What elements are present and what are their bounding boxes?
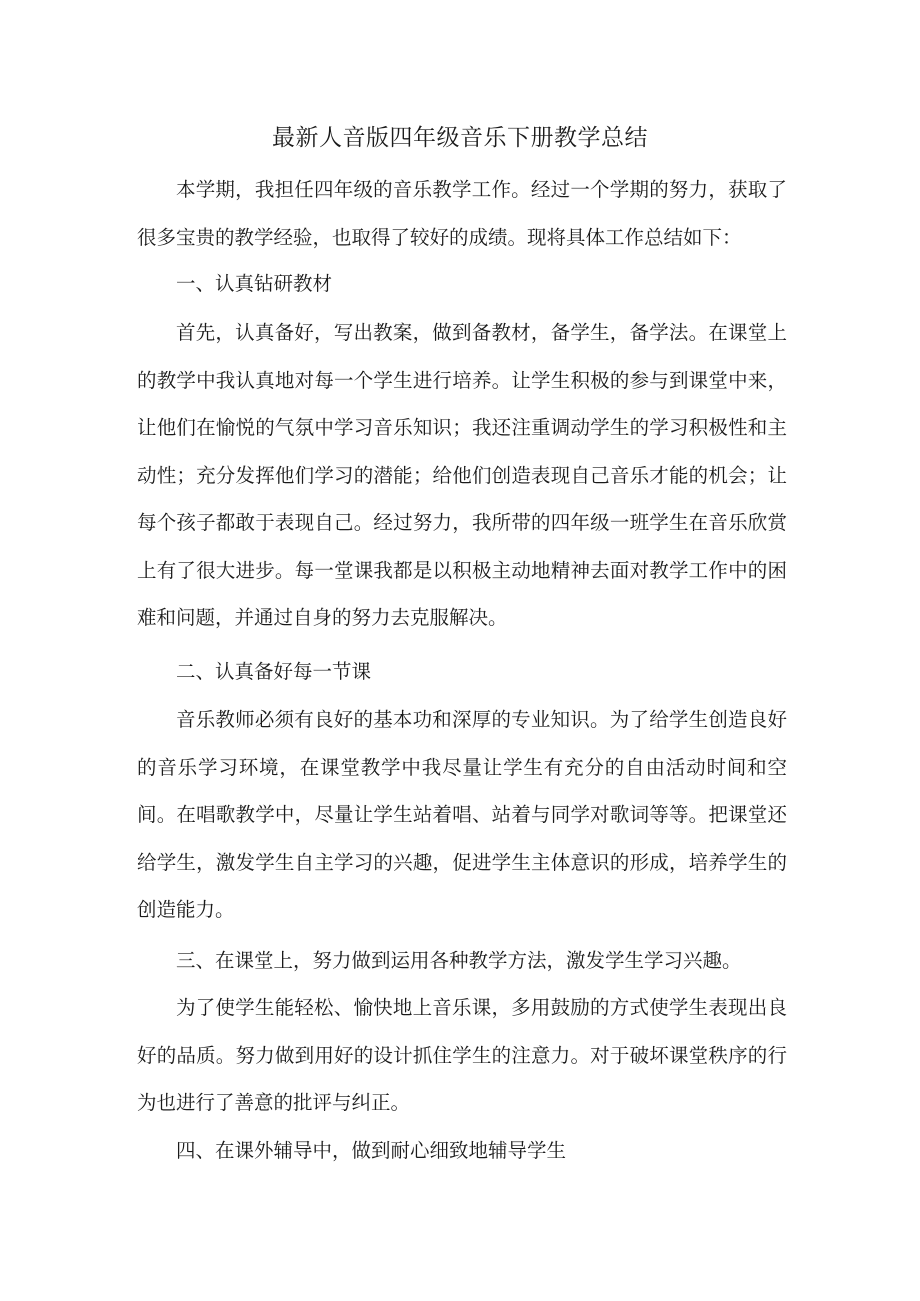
section-heading-2: 二、认真备好每一节课 [176,660,372,683]
document-title: 最新人音版四年级音乐下册教学总结 [272,125,648,151]
intro-paragraph: 本学期，我担任四年级的音乐教学工作。经过一个学期的努力，获取了很多宝贵的教学经验，也取得了较好的成绩。现将具体工作总结如下： [137,178,787,249]
section-heading-4: 四、在课外辅导中，做到耐心细致地辅导学生 [176,1139,567,1162]
section-heading-1: 一、认真钻研教材 [176,272,333,295]
section-body-2: 音乐教师必须有良好的基本功和深厚的专业知识。为了给学生创造良好的音乐学习环境，在课堂教学中我尽量让学生有充分的自由活动时间和空间。在唱歌教学中，尽量让学生站着唱、站着与同学对歌词等等。把课堂还给学生，激发学生自主学习的兴趣，促进学生主体意识的形成，培养学生的创造能力。 [137,708,787,921]
section-heading-3: 三、在课堂上，努力做到运用各种教学方法，激发学生学习兴趣。 [176,949,742,972]
section-body-3: 为了使学生能轻松、愉快地上音乐课，多用鼓励的方式使学生表现出良好的品质。努力做到用好的设计抓住学生的注意力。对于破坏课堂秩序的行为也进行了善意的批评与纠正。 [137,996,787,1114]
section-body-1: 首先，认真备好，写出教案，做到备教材，备学生，备学法。在课堂上的教学中我认真地对每一个学生进行培养。让学生积极的参与到课堂中来，让他们在愉悦的气氛中学习音乐知识；我还注重调动学生的学习积极性和主动性；充分发挥他们学习的潜能；给他们创造表现自己音乐才能的机会；让每个孩子都敢于表现自己。经过努力，我所带的四年级一班学生在音乐欣赏上有了很大进步。每一堂课我都是以积极主动地精神去面对教学工作中的困难和问题，并通过自身的努力去克服解决。 [137,321,787,629]
